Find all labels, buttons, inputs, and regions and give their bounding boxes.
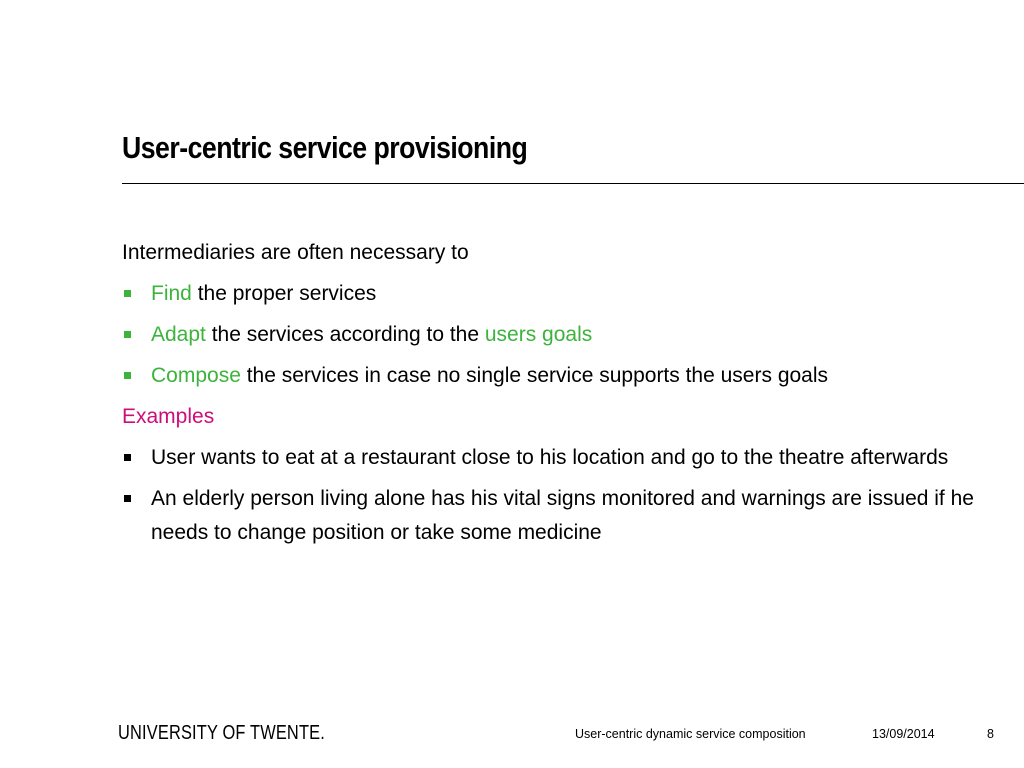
bullet-text: the proper services [191,282,377,305]
example-item-elderly [122,482,1002,550]
bullet-item-find [122,277,1002,311]
footer-presentation-title: User-centric dynamic service composition [575,727,806,741]
example-item-restaurant [122,441,1002,475]
square-bullet-icon [124,331,131,338]
slide-title: User-centric service provisioning [122,130,528,165]
university-logo: UNIVERSITY OF TWENTE. [118,722,325,744]
example-text: An elderly person living alone has his vital signs monitored and warnings are issued if he needs to change position or take some medicine [151,487,974,544]
footer-page-number: 8 [987,727,994,741]
intro-text: Intermediaries are often necessary to [122,241,469,264]
bullet-item-adapt [122,318,1002,352]
bullet-text: the services in case no single service supports the users goals [240,364,829,387]
example-text: User wants to eat at a restaurant close to his location and go to the theatre afterwards [151,446,949,469]
square-bullet-icon [124,454,131,461]
square-bullet-icon [124,372,131,379]
bullet-keyword: Adapt [151,323,206,346]
examples-heading: Examples [122,405,215,428]
square-bullet-icon [124,290,131,297]
bullet-item-compose [122,359,1002,393]
bullet-keyword: Compose [151,364,241,387]
square-bullet-icon [124,495,131,502]
bullet-keyword: Find [151,282,192,305]
title-divider [122,183,1024,184]
bullet-highlight: users goals [484,323,593,346]
slide-body [122,236,1002,557]
footer-date: 13/09/2014 [872,727,935,741]
bullet-text: the services according to the [205,323,485,346]
